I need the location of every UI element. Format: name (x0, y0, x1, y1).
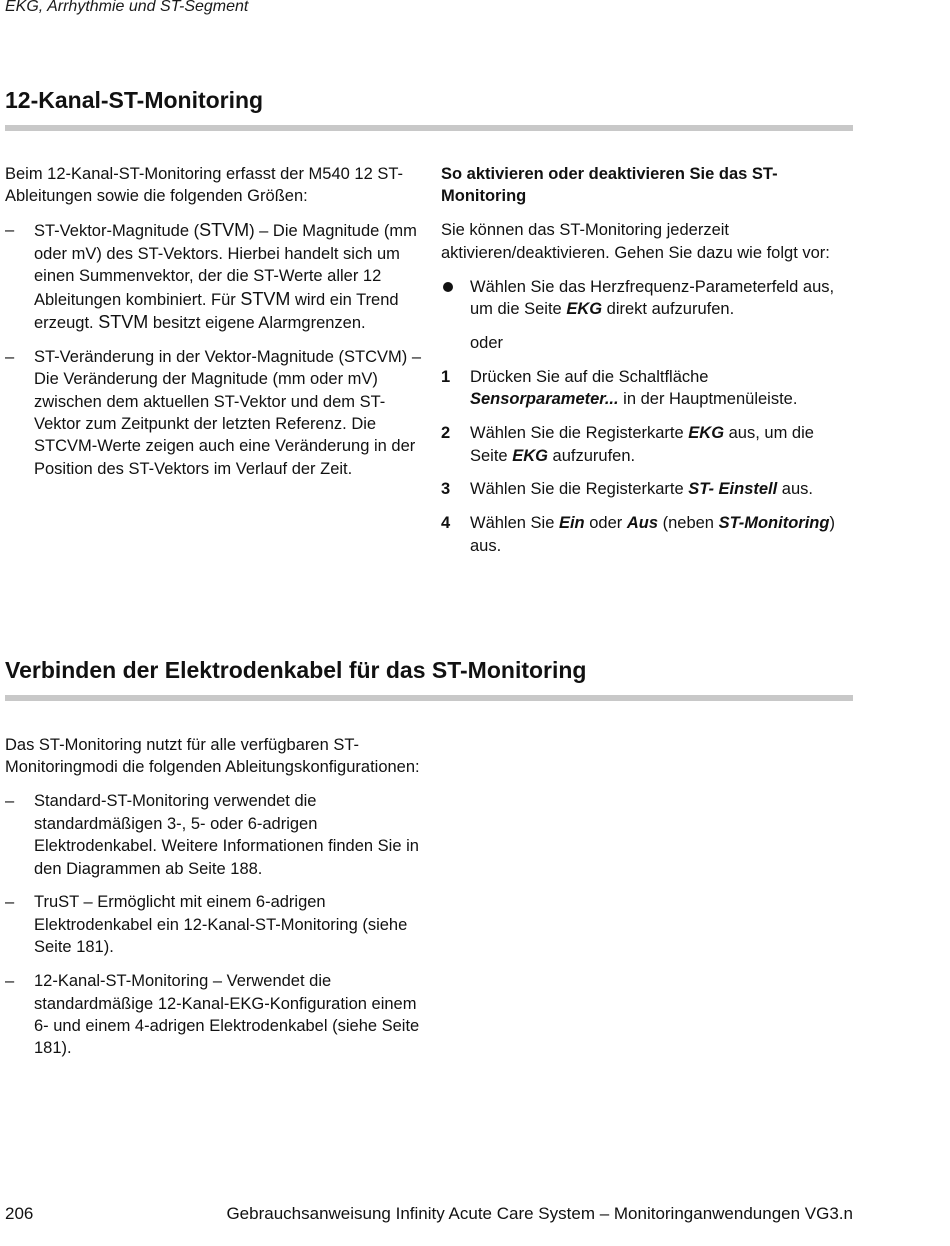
list-item (5, 891, 425, 958)
running-head: EKG, Arrhythmie und ST-Segment (5, 0, 249, 15)
stvm-term: STVM (98, 311, 149, 332)
item-text: 12-Kanal-ST-Monitoring – Verwendet die standardmäßige 12-Kanal-EKG-Konfiguration einem 6- und einem 4-adrigen Elektrodenkabel (siehe Seite 181). (34, 972, 420, 1058)
list-item-stvm (5, 219, 425, 334)
step-text: Drücken Sie auf die Schaltfläche (470, 367, 709, 386)
step-text: aus. (777, 480, 813, 499)
step-text: aufzurufen. (547, 446, 636, 465)
step-4 (441, 512, 856, 557)
section-title-st-monitoring: 12-Kanal-ST-Monitoring (5, 87, 264, 113)
step-text: Wählen Sie (470, 514, 559, 533)
list-item (5, 790, 425, 880)
step-text: Wählen Sie die Registerkarte (470, 424, 689, 443)
step-text: (neben (658, 514, 719, 533)
item-text: Wählen Sie das Herzfrequenz-Parameterfeld aus, um die Seite (470, 277, 835, 319)
section-divider (5, 125, 853, 131)
dash-marker: – (5, 221, 15, 240)
footer-title: Gebrauchsanweisung Infinity Acute Care System – Monitoringanwendungen VG3.n (226, 1204, 853, 1223)
right-column (441, 163, 856, 569)
section-title-elektrodenkabel: Verbinden der Elektrodenkabel für das ST-Monitoring (5, 657, 587, 683)
section-divider (5, 695, 853, 701)
ui-term-st-einstell: ST- Einstell (688, 480, 778, 499)
step-number: 2 (441, 424, 451, 443)
step-number: 3 (441, 480, 451, 499)
step-number: 4 (441, 514, 451, 533)
step-text: in der Hauptmenüleiste. (618, 390, 798, 409)
item-text: besitzt eigene Alarmgrenzen. (148, 313, 366, 332)
bullet-item (441, 276, 856, 321)
intro-paragraph: Beim 12-Kanal-ST-Monitoring erfasst der M540 12 ST-Ableitungen sowie die folgenden Größen: (5, 165, 404, 206)
ui-term-ekg: EKG (566, 300, 603, 319)
step-2 (441, 422, 856, 467)
ui-term-aus: Aus (626, 514, 659, 533)
or-line (441, 332, 856, 354)
left-column (5, 163, 425, 492)
item-text: wird ein Trend erzeugt. (34, 290, 399, 332)
page-number: 206 (5, 1204, 34, 1223)
step-3 (441, 478, 856, 500)
item-text: direkt aufzurufen. (602, 300, 735, 319)
dash-marker: – (5, 347, 15, 366)
step-1 (441, 366, 856, 411)
step-text: oder (584, 514, 627, 533)
dash-marker: – (5, 972, 15, 991)
dash-marker: – (5, 893, 15, 912)
procedure-heading: So aktivieren oder deaktivieren Sie das ST-Monitoring (441, 165, 778, 206)
ui-term-sensorparameter: Sensorparameter... (470, 390, 619, 409)
stvm-term: STVM (240, 288, 291, 309)
ui-term-st-monitoring: ST-Monitoring (718, 514, 830, 533)
ui-term-ekg: EKG (512, 446, 548, 465)
item-text: ) – Die Magnitude (mm oder mV) des ST-Vektors. Hierbei handelt sich um einen Summenvektor, der die ST-Werte aller 12 Ableitungen kombiniert. Für (34, 222, 417, 309)
ui-term-ekg: EKG (688, 424, 725, 443)
dash-marker: – (5, 792, 15, 811)
stvm-term: STVM (199, 220, 250, 241)
bullet-dot (443, 282, 453, 292)
procedure-intro: Sie können das ST-Monitoring jederzeit aktivieren/deaktivieren. Gehen Sie dazu wie folgt vor: (441, 221, 830, 262)
step-number: 1 (441, 367, 451, 386)
intro-paragraph: Das ST-Monitoring nutzt für alle verfügbaren ST-Monitoringmodi die folgenden Ableitungskonfigurationen: (5, 736, 420, 777)
list-item-stcvm (5, 346, 425, 480)
item-text: ST-Veränderung in der Vektor-Magnitude (STCVM) – Die Veränderung der Magnitude (mm oder mV) zwischen dem aktuellen ST-Vektor und dem ST-Vektor zum Zeitpunkt der letzten Referenz. Die STCVM-Werte zeigen auch eine Veränderung in der Position des ST-Vektors im Verlauf der Zeit. (34, 347, 422, 478)
item-text: Standard-ST-Monitoring verwendet die standardmäßigen 3-, 5- oder 6-adrigen Elektrodenkabel. Weitere Informationen finden Sie in den Diagrammen ab Seite 188. (34, 792, 419, 878)
step-text: Wählen Sie die Registerkarte (470, 480, 689, 499)
or-text: oder (470, 333, 504, 352)
step-text: ) aus. (470, 514, 835, 555)
step-text: aus, um die Seite (470, 424, 814, 465)
item-text: ST-Vektor-Magnitude ( (34, 222, 200, 241)
item-text: TruST – Ermöglicht mit einem 6-adrigen Elektrodenkabel ein 12-Kanal-ST-Monitoring (siehe Seite 181). (34, 893, 408, 957)
ui-term-ein: Ein (558, 514, 585, 533)
section2-column (5, 734, 425, 1071)
list-item (5, 970, 425, 1060)
